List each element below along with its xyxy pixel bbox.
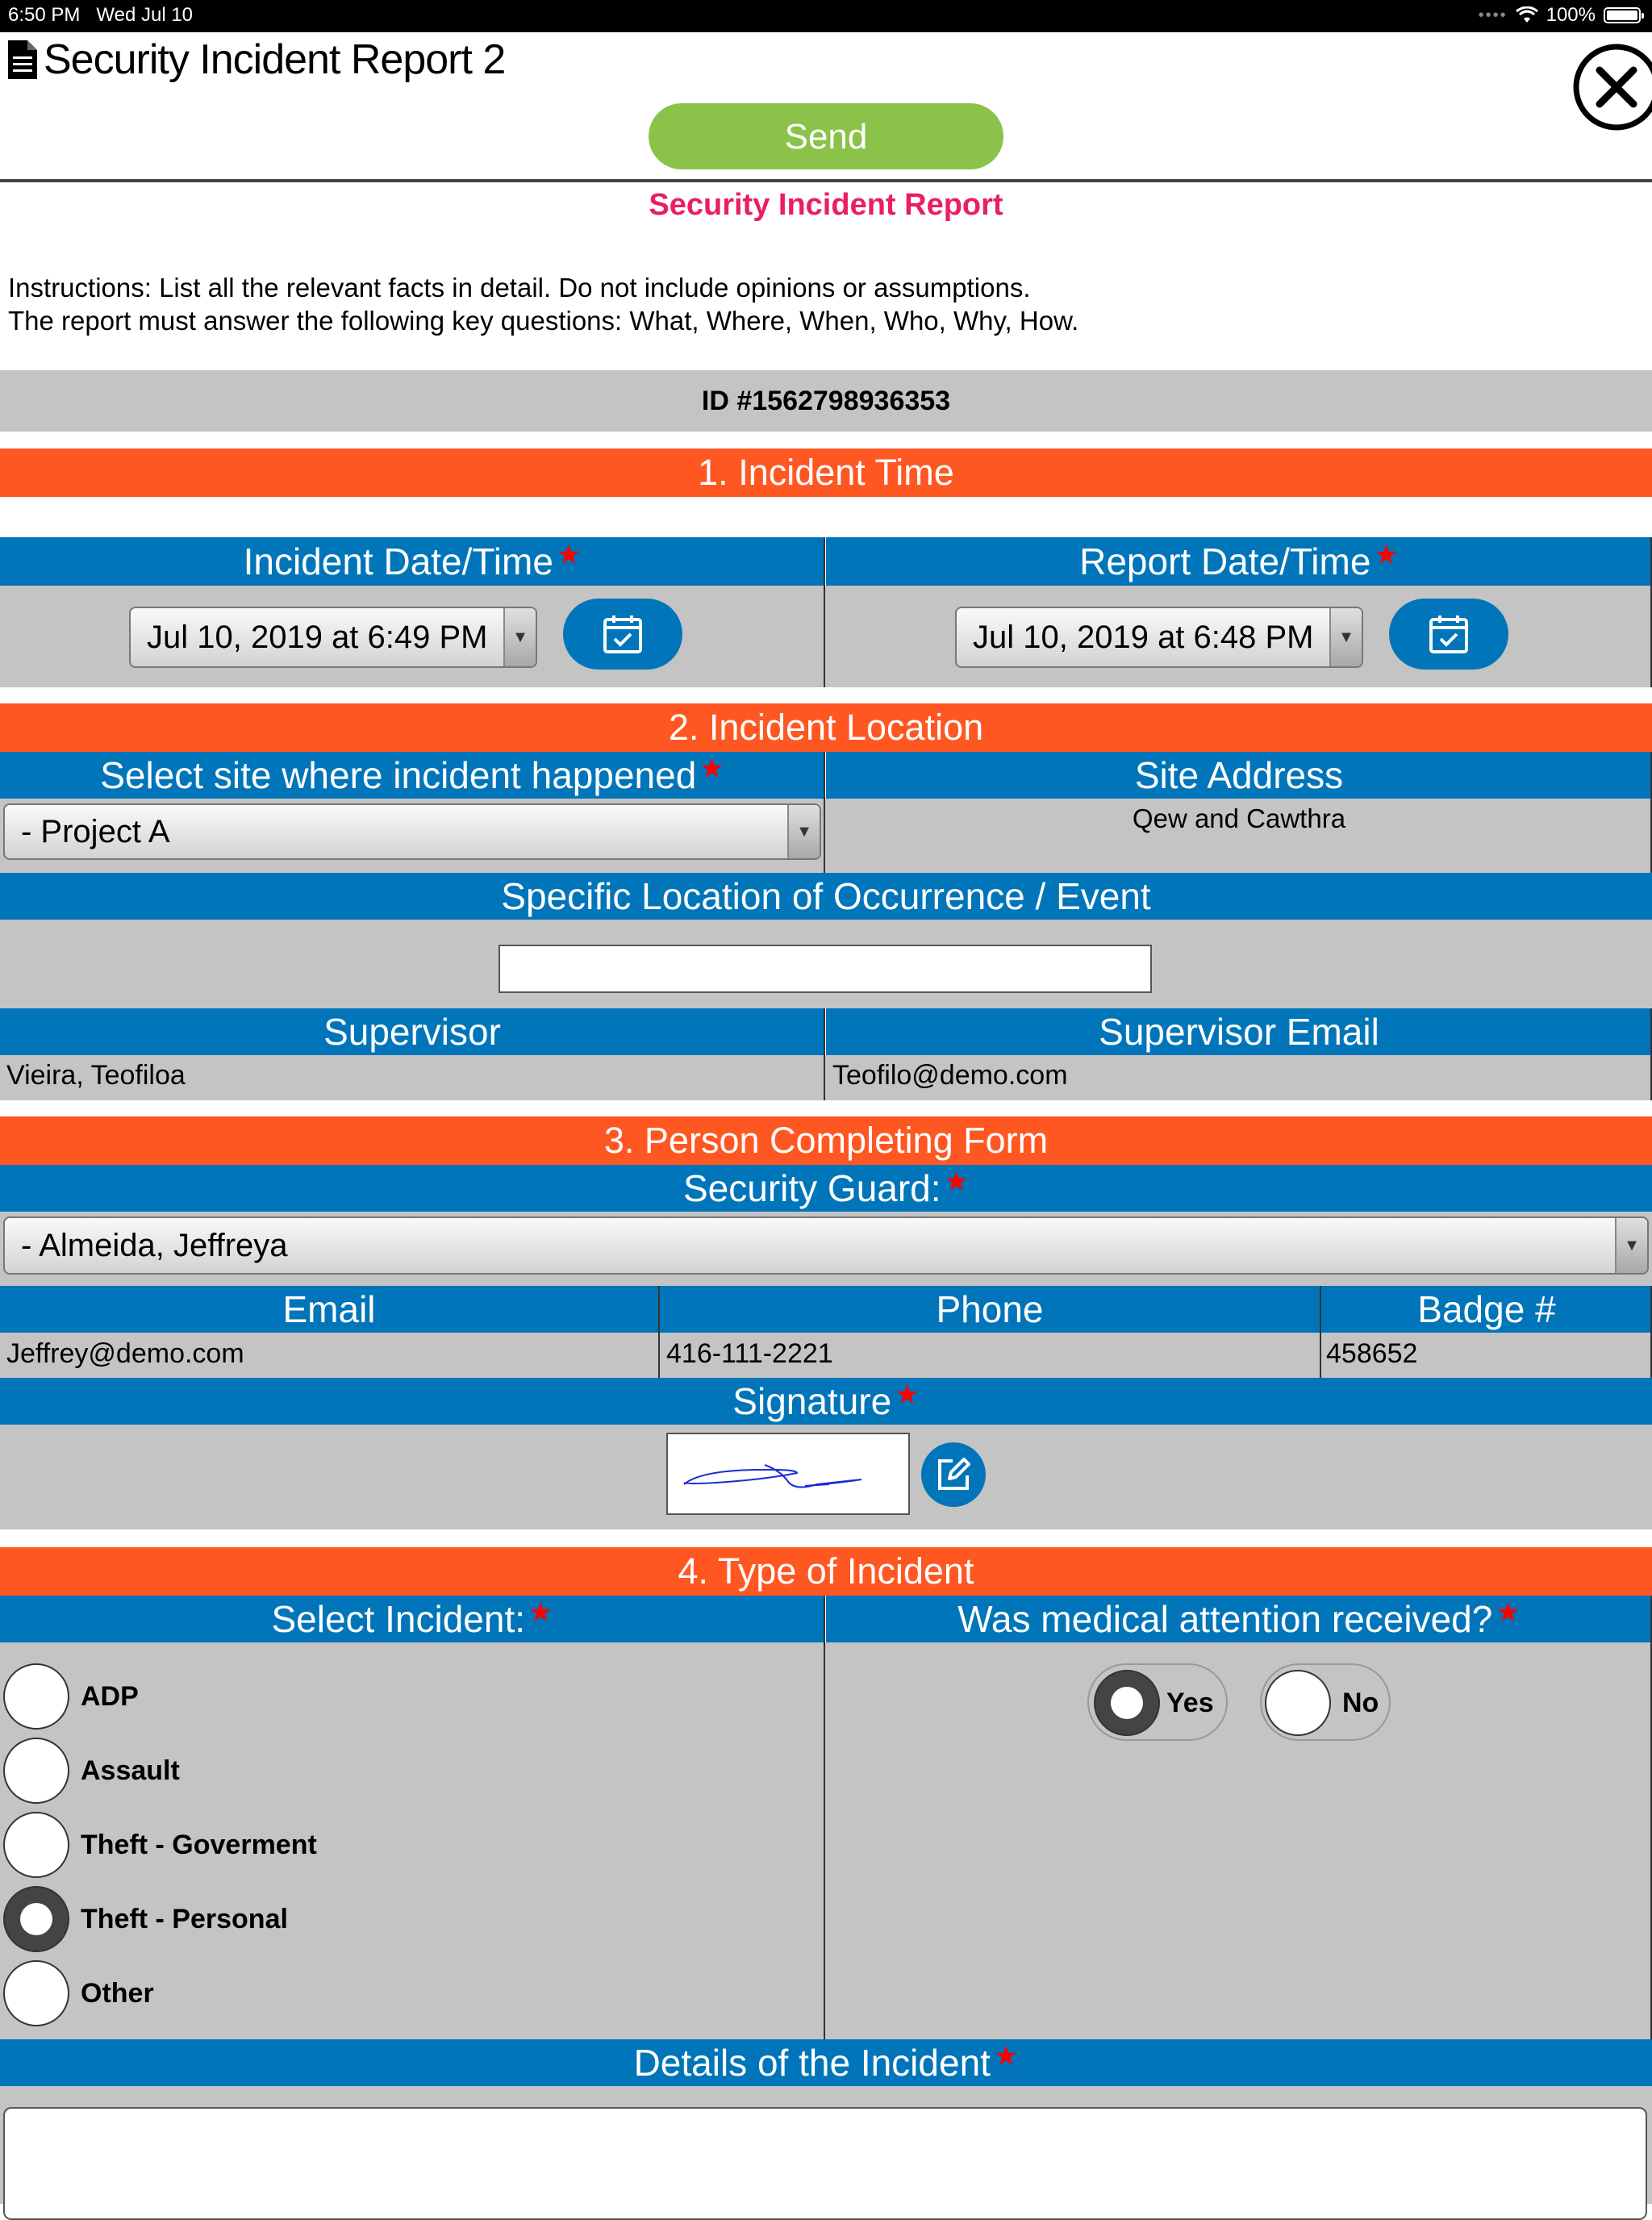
- incident-datetime-picker[interactable]: [129, 607, 537, 668]
- signature-box[interactable]: [666, 1433, 910, 1515]
- site-select-header: Select site where incident happened ★: [0, 752, 824, 799]
- email-value: Jeffrey@demo.com: [6, 1338, 244, 1369]
- incident-radio-theft-government[interactable]: [3, 1812, 69, 1878]
- phone-header: Phone: [660, 1286, 1320, 1333]
- incident-option-label: Other: [81, 1978, 154, 2009]
- incident-option-label: Theft - Goverment: [81, 1830, 317, 1860]
- supervisor-value: Vieira, Teofiloa: [6, 1060, 186, 1091]
- required-star: ★: [556, 540, 582, 570]
- medical-yes-label: Yes: [1166, 1688, 1214, 1718]
- incident-option-label: Assault: [81, 1755, 180, 1786]
- signature-image: [668, 1434, 908, 1513]
- instructions-line-1: Instructions: List all the relevant facts in detail. Do not include opinions or assumptions.: [8, 273, 1031, 303]
- required-star: ★: [528, 1597, 553, 1628]
- supervisor-email-value: Teofilo@demo.com: [832, 1060, 1068, 1091]
- column-divider: [658, 1286, 660, 1378]
- medical-radio-yes[interactable]: [1094, 1670, 1160, 1736]
- site-address-header: Site Address: [826, 752, 1652, 799]
- signature-header: Signature ★: [0, 1378, 1652, 1425]
- calendar-check-icon: [602, 613, 644, 655]
- report-datetime-value: Jul 10, 2019 at 6:48 PM: [973, 619, 1314, 655]
- chevron-down-icon: ▼: [787, 805, 820, 858]
- site-address-value: Qew and Cawthra: [1132, 803, 1346, 833]
- site-select[interactable]: [3, 803, 821, 860]
- details-textarea[interactable]: [3, 2107, 1647, 2220]
- incident-calendar-button[interactable]: [563, 599, 682, 670]
- report-calendar-button[interactable]: [1389, 599, 1508, 670]
- column-divider: [824, 537, 825, 687]
- required-star: ★: [1496, 1597, 1521, 1628]
- supervisor-email-header: Supervisor Email: [826, 1008, 1652, 1055]
- wifi-icon: [1516, 6, 1538, 24]
- column-divider: [824, 1008, 825, 1100]
- status-time: 6:50 PM Wed Jul 10: [8, 4, 194, 26]
- required-star: ★: [1374, 540, 1399, 570]
- chevron-down-icon: ▼: [1329, 608, 1362, 666]
- report-datetime-picker[interactable]: [955, 607, 1363, 668]
- select-incident-header: Select Incident: ★: [0, 1596, 824, 1642]
- section-2-header: 2. Incident Location: [0, 703, 1652, 752]
- email-header: Email: [0, 1286, 658, 1333]
- report-id: ID #1562798936353: [701, 386, 951, 416]
- section-4-header: 4. Type of Incident: [0, 1547, 1652, 1596]
- supervisor-body: [0, 1055, 1652, 1100]
- site-select-value: - Project A: [21, 813, 170, 849]
- badge-header: Badge #: [1321, 1286, 1652, 1333]
- specific-location-header: Specific Location of Occurrence / Event: [0, 873, 1652, 920]
- incident-radio-other[interactable]: [3, 1960, 69, 2026]
- security-guard-value: - Almeida, Jeffreya: [21, 1227, 288, 1263]
- status-bar: [0, 0, 1652, 32]
- required-star: ★: [944, 1166, 970, 1197]
- section-1-header: 1. Incident Time: [0, 449, 1652, 497]
- status-right: [1479, 4, 1641, 27]
- page-title: Security Incident Report 2: [44, 36, 506, 83]
- instructions-line-2: The report must answer the following key questions: What, Where, When, Who, Why, How.: [8, 306, 1079, 336]
- battery-percent: 100%: [1546, 4, 1596, 26]
- report-datetime-header: Report Date/Time ★: [826, 537, 1652, 586]
- incident-radio-assault[interactable]: [3, 1738, 69, 1804]
- required-star: ★: [895, 1379, 920, 1410]
- supervisor-header: Supervisor: [0, 1008, 824, 1055]
- chevron-down-icon: ▼: [503, 608, 536, 666]
- incident-radio-adp[interactable]: [3, 1663, 69, 1730]
- calendar-check-icon: [1428, 613, 1470, 655]
- incident-datetime-value: Jul 10, 2019 at 6:49 PM: [147, 619, 488, 655]
- security-guard-header: Security Guard: ★: [0, 1165, 1652, 1212]
- incident-option-label: ADP: [81, 1681, 139, 1712]
- security-guard-select[interactable]: [3, 1216, 1649, 1275]
- details-header: Details of the Incident ★: [0, 2039, 1652, 2086]
- edit-signature-button[interactable]: [921, 1442, 986, 1507]
- incident-datetime-header: Incident Date/Time ★: [0, 537, 824, 586]
- send-button[interactable]: Send: [649, 103, 1003, 169]
- instructions: [8, 271, 1078, 337]
- signal-dots: ••••: [1478, 6, 1508, 24]
- column-divider: [1320, 1286, 1321, 1378]
- medical-radio-no[interactable]: [1265, 1670, 1331, 1736]
- section-3-header: 3. Person Completing Form: [0, 1116, 1652, 1165]
- chevron-down-icon: ▼: [1615, 1218, 1647, 1273]
- document-icon: [8, 40, 37, 79]
- column-divider: [824, 1596, 825, 2039]
- medical-attention-header: Was medical attention received? ★: [826, 1596, 1652, 1642]
- required-star: ★: [699, 753, 724, 784]
- edit-icon: [935, 1456, 972, 1493]
- close-button[interactable]: [1555, 42, 1652, 132]
- form-title: Security Incident Report: [649, 188, 1003, 222]
- medical-no-label: No: [1342, 1688, 1379, 1718]
- incident-radio-theft-personal[interactable]: [3, 1886, 69, 1952]
- incident-option-label: Theft - Personal: [81, 1904, 288, 1934]
- battery-icon: [1604, 7, 1641, 23]
- close-icon: [1576, 47, 1652, 127]
- badge-value: 458652: [1326, 1338, 1418, 1369]
- specific-location-input[interactable]: [499, 945, 1152, 993]
- column-divider: [824, 752, 825, 873]
- required-star: ★: [993, 2041, 1019, 2072]
- phone-value: 416-111-2221: [666, 1338, 833, 1369]
